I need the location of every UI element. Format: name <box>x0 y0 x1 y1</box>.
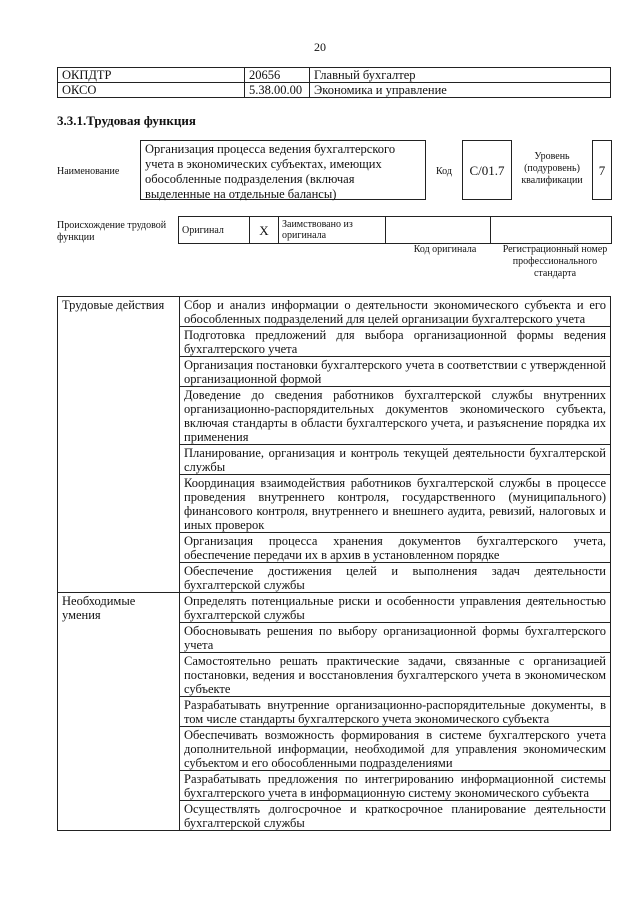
labor-action-item: Доведение до сведения работников бухгалтерской службы внутренних организационно-распорядительных документов экономического субъекта, включая стандарты в области бухгалтерского учета, и разъяснение порядка их применения <box>180 387 611 445</box>
code-value-box: C/01.7 <box>462 140 512 200</box>
skill-item: Разрабатывать внутренние организационно-распорядительные документы, в том числе стандарты бухгалтерского учета экономического субъекта <box>180 697 611 727</box>
skill-item: Определять потенциальные риски и особенности управления деятельностью бухгалтерской службы <box>180 593 611 623</box>
skill-item: Самостоятельно решать практические задачи, связанные с организацией постановки, ведения и восстановления бухгалтерского учета в экономическом субъекте <box>180 653 611 697</box>
code-original-cell <box>386 217 491 244</box>
labor-action-item: Сбор и анализ информации о деятельности экономического субъекта и его обособленных подразделений для целей организации бухгалтерского учета <box>180 297 611 327</box>
labor-action-item: Координация взаимодействия работников бухгалтерской службы в процессе проведения внутреннего контроля, государственного (муниципального) финансового контроля, внутреннего и внешнего аудита, ревизий, налоговых и иных проверок <box>180 475 611 533</box>
classifier-name: ОКСО <box>58 83 245 98</box>
skills-header: Необходимые умения <box>58 593 180 831</box>
origin-table <box>178 216 612 244</box>
function-details-table <box>57 296 611 831</box>
labor-action-item: Подготовка предложений для выбора организационной формы ведения бухгалтерского учета <box>180 327 611 357</box>
section-title: 3.3.1.Трудовая функция <box>57 113 196 128</box>
labor-action-item: Обеспечение достижения целей и выполнения задач деятельности бухгалтерской службы <box>180 563 611 593</box>
code-row-okpdtr <box>58 68 611 83</box>
naming-label: Наименование <box>57 166 120 177</box>
classifier-code: 5.38.00.00 <box>245 83 310 98</box>
labor-action-item: Планирование, организация и контроль текущей деятельности бухгалтерской службы <box>180 445 611 475</box>
level-label: Уровень (подуровень) квалификации <box>521 151 583 186</box>
labor-action-item: Организация процесса хранения документов бухгалтерского учета, обеспечение передачи их в архив в установленном порядке <box>180 533 611 563</box>
borrowed-cell: Заимствовано из оригинала <box>279 217 386 244</box>
classifier-codes-table <box>57 67 611 98</box>
reg-number-cell <box>491 217 612 244</box>
code-row-okso <box>58 83 611 98</box>
table-row <box>58 593 611 623</box>
skill-item: Обосновывать решения по выбору организационной формы бухгалтерского учета <box>180 623 611 653</box>
original-cell: Оригинал <box>179 217 250 244</box>
classifier-title: Главный бухгалтер <box>310 68 611 83</box>
skill-item: Обеспечивать возможность формирования в системе бухгалтерского учета дополнительной информации, необходимой для управления экономическим субъектом и его обособленными подразделениями <box>180 727 611 771</box>
original-mark: X <box>250 217 279 244</box>
classifier-code: 20656 <box>245 68 310 83</box>
skill-item: Осуществлять долгосрочное и краткосрочное планирование деятельности бухгалтерской службы <box>180 801 611 831</box>
code-original-label: Код оригинала <box>413 244 477 255</box>
table-row <box>58 297 611 327</box>
reg-number-label: Регистрационный номер профессионального стандарта <box>502 244 608 279</box>
skill-item: Разрабатывать предложения по интегрированию информационной системы бухгалтерского учета в информационную систему экономического субъекта <box>180 771 611 801</box>
labor-actions-header: Трудовые действия <box>58 297 180 593</box>
level-value-box: 7 <box>592 140 612 200</box>
function-name-box: Организация процесса ведения бухгалтерского учета в экономических субъектах, имеющих обособленные подразделения (включая выделенные на отдельные балансы) <box>140 140 426 200</box>
labor-action-item: Организация постановки бухгалтерского учета в соответствии с утвержденной организационной формой <box>180 357 611 387</box>
page-number: 20 <box>314 40 326 54</box>
classifier-name: ОКПДТР <box>58 68 245 83</box>
classifier-title: Экономика и управление <box>310 83 611 98</box>
origin-label: Происхождение трудовой функции <box>57 220 167 243</box>
code-label: Код <box>436 166 452 177</box>
